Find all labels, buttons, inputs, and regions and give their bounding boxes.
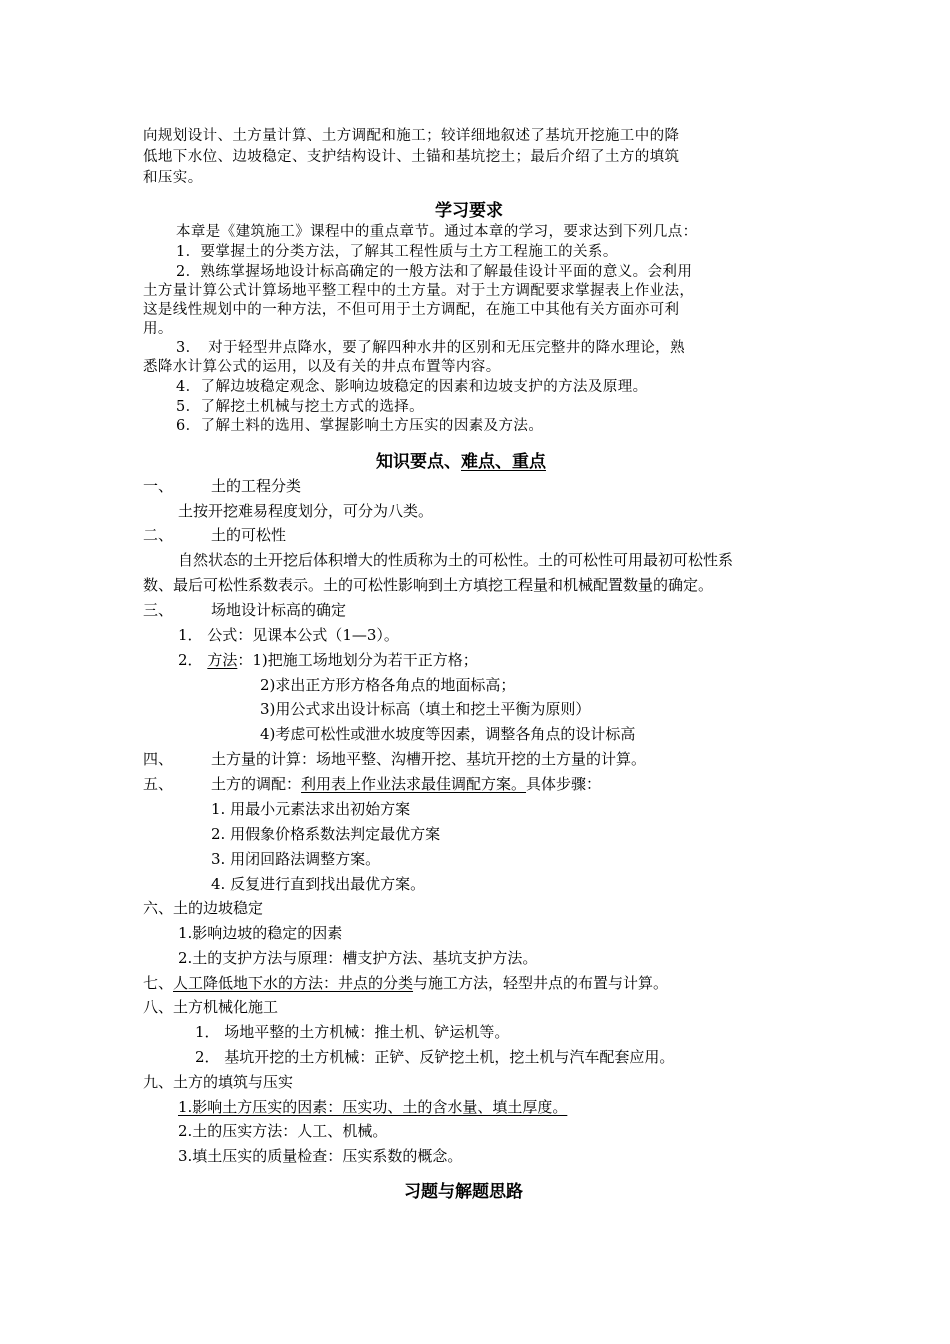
intro-line-1: 向规划设计、土方量计算、土方调配和施工；较详细地叙述了基坑开挖施工中的降	[143, 128, 680, 144]
section-8-item-1: 1． 场地平整的土方机械：推土机、铲运机等。	[195, 1023, 510, 1041]
section-3-item-2	[178, 651, 478, 669]
section-5-underlined: 利用表上作业法求最佳调配方案。	[301, 775, 527, 793]
section-7	[143, 974, 668, 992]
section-6-title: 六、土的边坡稳定	[143, 899, 264, 917]
learning-intro: 本章是《建筑施工》课程中的重点章节。通过本章的学习，要求达到下列几点：	[176, 224, 698, 240]
section-5-item-2: 2. 用假象价格系数法判定最优方案	[211, 825, 441, 843]
section-2-body-line-1: 自然状态的土开挖后体积增大的性质称为土的可松性。土的可松性可用最初可松性系	[178, 551, 734, 569]
section-2-body-line-2: 数、最后可松性系数表示。土的可松性影响到土方填挖工程量和机械配置数量的确定。	[143, 576, 714, 594]
section-3-step-4: 4)考虑可松性或泄水坡度等因素，调整各角点的设计标高	[260, 725, 636, 743]
learning-item-1: 1．要掌握土的分类方法，了解其工程性质与土方工程施工的关系。	[176, 244, 618, 260]
section-8-item-2: 2． 基坑开挖的土方机械：正铲、反铲挖土机，挖土机与汽车配套应用。	[195, 1048, 675, 1066]
learning-heading: 学习要求	[435, 201, 503, 221]
section-9-title: 九、土方的填筑与压实	[143, 1073, 294, 1091]
section-3-item-2-text: ：1)把施工场地划分为若干正方格；	[237, 651, 478, 669]
learning-item-2-line-3: 这是线性规划中的一种方法，不但可用于土方调配，在施工中其他有关方面亦可利	[143, 302, 680, 318]
section-1-body: 土按开挖难易程度划分，可分为八类。	[178, 502, 434, 520]
section-5-label: 土方的调配：	[211, 775, 302, 793]
section-8-title: 八、土方机械化施工	[143, 998, 279, 1016]
section-3-number: 三、	[143, 601, 174, 619]
learning-item-2-line-4: 用。	[143, 321, 173, 337]
section-6-item-2: 2.土的支护方法与原理：槽支护方法、基坑支护方法。	[178, 949, 538, 967]
section-7-underlined: 人工降低地下水的方法：井点的分类	[173, 974, 414, 992]
learning-item-2-line-2: 土方量计算公式计算场地平整工程中的土方量。对于土方调配要求掌握表上作业法，	[143, 283, 695, 299]
section-3-item-2-number: 2．	[178, 651, 208, 669]
section-4-number: 四、	[143, 750, 174, 768]
section-5-item-1: 1. 用最小元素法求出初始方案	[211, 800, 411, 818]
knowledge-heading-part-1: 知识要点、	[376, 452, 461, 472]
section-3-title: 场地设计标高的确定	[211, 601, 347, 619]
learning-item-6: 6．了解土料的选用、掌握影响土方压实的因素及方法。	[176, 418, 544, 434]
section-5-text	[211, 775, 601, 793]
learning-item-5: 5．了解挖土机械与挖土方式的选择。	[176, 399, 425, 415]
knowledge-heading	[376, 452, 546, 472]
knowledge-heading-part-2: 难点、重点	[461, 452, 546, 472]
section-5-tail: 具体步骤：	[526, 775, 602, 793]
section-6-item-1: 1.影响边坡的稳定的因素	[178, 924, 343, 942]
intro-line-3: 和压实。	[143, 170, 203, 186]
section-3-item-1: 1． 公式：见课本公式（1—3）。	[178, 626, 399, 644]
section-3-step-3: 3)用公式求出设计标高（填土和挖土平衡为原则）	[260, 700, 591, 718]
section-5-number: 五、	[143, 775, 174, 793]
learning-item-3-line-2: 悉降水计算公式的运用，以及有关的井点布置等内容。	[143, 359, 501, 375]
section-5-item-4: 4. 反复进行直到找出最优方案。	[211, 875, 426, 893]
section-7-number: 七、	[143, 974, 174, 992]
section-7-tail: 与施工方法，轻型井点的布置与计算。	[413, 974, 669, 992]
section-1-number: 一、	[143, 477, 174, 495]
exercises-heading: 习题与解题思路	[404, 1182, 523, 1202]
learning-item-2-line-1: 2．熟练掌握场地设计标高确定的一般方法和了解最佳设计平面的意义。会利用	[176, 264, 693, 280]
section-4-text: 土方量的计算：场地平整、沟槽开挖、基坑开挖的土方量的计算。	[211, 750, 647, 768]
intro-line-2: 低地下水位、边坡稳定、支护结构设计、土锚和基坑挖土；最后介绍了土方的填筑	[143, 149, 680, 165]
section-9-item-1: 1.影响土方压实的因素：压实功、土的含水量、填土厚度。	[178, 1098, 568, 1116]
section-3-item-2-label: 方法	[207, 651, 238, 669]
section-9-item-2: 2.土的压实方法：人工、机械。	[178, 1122, 388, 1140]
section-3-step-2: 2)求出正方形方格各角点的地面标高；	[260, 676, 516, 694]
section-2-number: 二、	[143, 526, 174, 544]
section-2-title: 土的可松性	[211, 526, 287, 544]
section-9-item-3: 3.填土压实的质量检查：压实系数的概念。	[178, 1147, 463, 1165]
learning-item-4: 4．了解边坡稳定观念、影响边坡稳定的因素和边坡支护的方法及原理。	[176, 379, 648, 395]
learning-item-3-line-1: 3． 对于轻型井点降水，要了解四种水井的区别和无压完整井的降水理论，熟	[176, 340, 685, 356]
section-5-item-3: 3. 用闭回路法调整方案。	[211, 850, 381, 868]
section-1-title: 土的工程分类	[211, 477, 302, 495]
